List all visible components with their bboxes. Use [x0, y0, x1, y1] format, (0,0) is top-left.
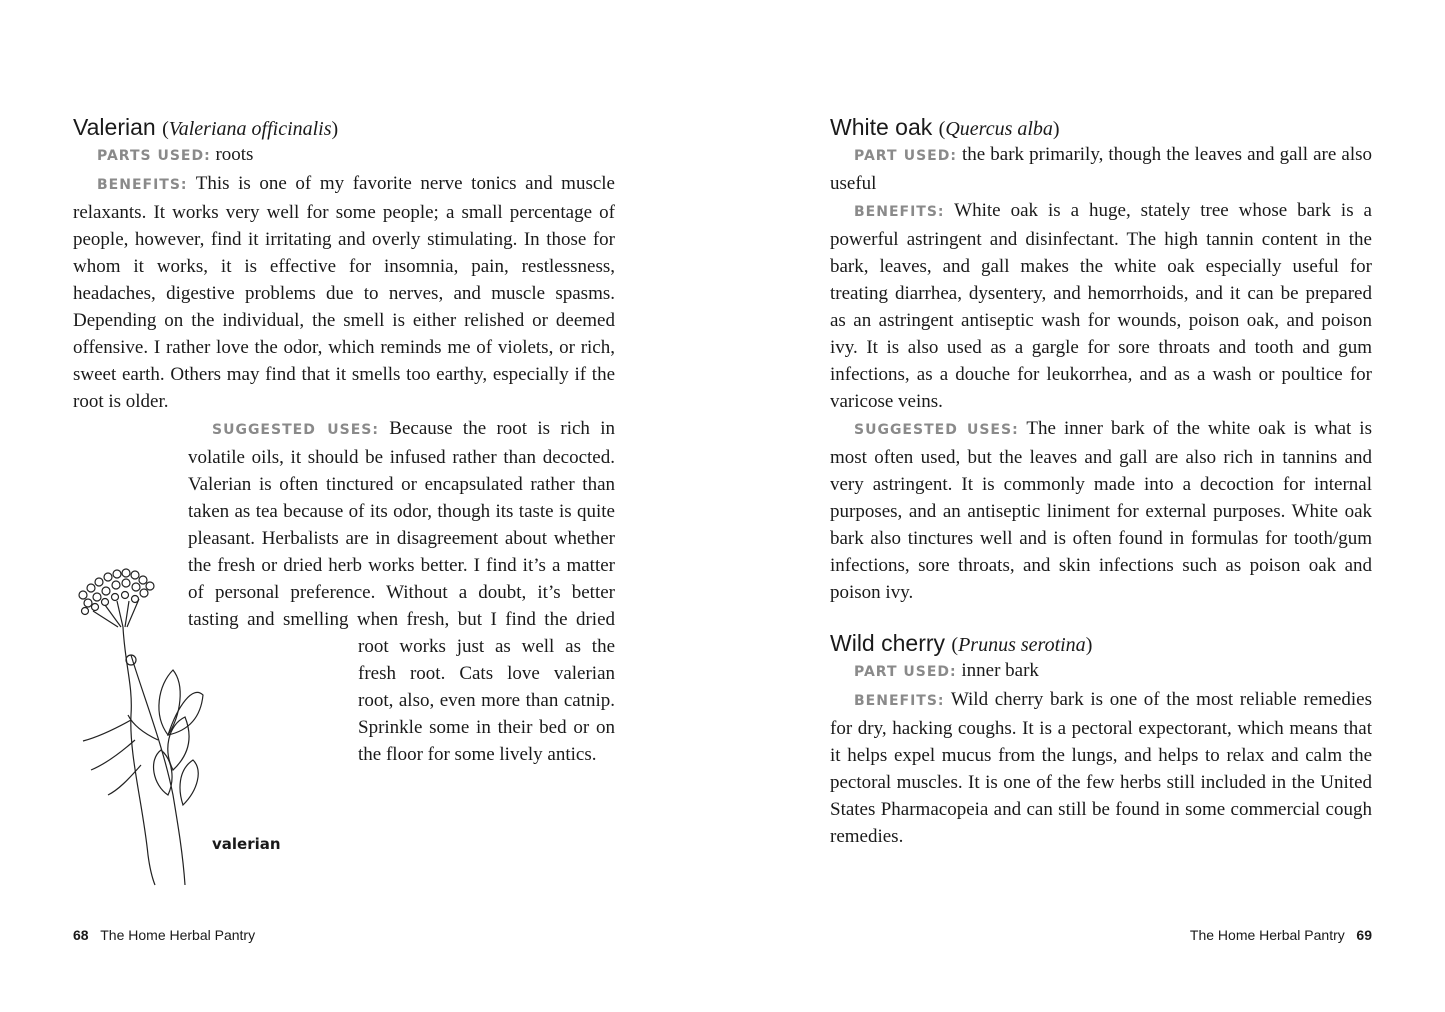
running-title: The Home Herbal Pantry	[100, 927, 256, 943]
latin-name: Quercus alba	[945, 118, 1053, 140]
parts-used-paragraph	[830, 141, 1372, 197]
wild-cherry-entry	[830, 630, 1372, 850]
left-page	[0, 0, 722, 1012]
parts-used-text: roots	[215, 144, 254, 165]
parts-used-paragraph	[73, 141, 615, 170]
latin-name: Prunus serotina	[958, 634, 1086, 656]
benefits-text: White oak is a huge, stately tree whose bark is a powerful astringent and disinfectant. The high tannin content in the bark, leaves, and gall makes the white oak especially useful for treating diarrhea, dysentery, and hemorrhoids, and it can be prepared as an astringent antiseptic wash for wounds, poison oak, and poison ivy. It is also used as a gargle for sore throats and tooth and gum infections, as a douche for leukorrhea, and as a wash or poultice for varicose veins.	[830, 200, 1372, 412]
benefits-paragraph	[830, 197, 1372, 415]
suggested-uses-text: The inner bark of the white oak is what is most often used, but the leaves and gall are also rich in tannins and very astringent. It is commonly made into a decoction for internal purposes, and an antiseptic liniment for external purposes. White oak bark also tinctures well and is often found in formulas for tooth/gum infections, sore throats, and skin infections such as poison oak and poison ivy.	[830, 418, 1372, 603]
flower-cluster	[79, 569, 154, 627]
suggested-uses-paragraph	[830, 415, 1372, 606]
herb-name: Valerian	[73, 114, 156, 140]
benefits-paragraph	[830, 686, 1372, 850]
benefits-text: Wild cherry bark is one of the most reliable remedies for dry, hacking coughs. It is a pectoral expectorant, which means that it helps expel mucus from the lungs, and helps to relax and calm the pectoral muscles. It is one of the few herbs still included in the United States Pharmacopeia and can still be found in some commercial cough remedies.	[830, 689, 1372, 847]
parts-used-label: PART USED:	[854, 148, 957, 164]
parts-used-label: PARTS USED:	[97, 148, 211, 164]
footer-left	[73, 927, 255, 943]
footer-right	[1190, 927, 1372, 943]
page-number: 68	[73, 927, 89, 943]
white-oak-heading: White oak (Quercus alba)	[830, 114, 1060, 140]
herb-name: Wild cherry	[830, 630, 946, 656]
wild-cherry-heading: Wild cherry (Prunus serotina)	[830, 630, 1093, 656]
benefits-paragraph	[73, 170, 615, 415]
white-oak-entry	[830, 114, 1372, 606]
valerian-heading: Valerian (Valeriana officinalis)	[73, 114, 339, 140]
running-title: The Home Herbal Pantry	[1189, 927, 1345, 943]
herb-name: White oak	[830, 114, 933, 140]
parts-used-text: the bark primarily, though the leaves and gall are also useful	[830, 144, 1372, 194]
benefits-label: BENEFITS:	[854, 204, 945, 220]
illustration-caption: valerian	[212, 835, 281, 853]
benefits-label: BENEFITS:	[854, 693, 945, 709]
benefits-text: This is one of my favorite nerve tonics and muscle relaxants. It works very well for some people; a small percentage of people, however, find it irritating and overly stimulating. In those for whom it works, it is effective for insomnia, pain, restlessness, headaches, digestive problems due to nerves, and muscle spasms. Depending on the individual, the smell is either relished or deemed offensive. I rather love the odor, which reminds me of violets, or rich, sweet earth. Others may find that it smells too earthy, especially if the root is older.	[73, 173, 615, 412]
suggested-uses-label: SUGGESTED USES:	[854, 422, 1019, 438]
parts-used-text: inner bark	[961, 660, 1039, 681]
parts-used-label: PART USED:	[854, 664, 957, 680]
valerian-illustration	[73, 555, 208, 890]
benefits-label: BENEFITS:	[97, 177, 188, 193]
suggested-uses-label: SUGGESTED USES:	[212, 422, 379, 438]
suggested-uses-text: Because the root is rich in volatile oils, it should be infused rather than decocted. Valerian is often tinctured or encapsulated rather than taken as tea because of its odor, though its taste is quite pleasant. Herbalists are in disagreement about whether the fresh or dried herb works better. I find it’s a matter of personal preference. Without a doubt, it’s better tasting and smelling when fresh, but I find the dried root works just as well as the fresh root. Cats love valerian root, also, even more than catnip. Sprinkle some in their bed or on the floor for some lively antics.	[188, 418, 616, 765]
latin-name: Valeriana officinalis	[168, 118, 332, 140]
page-number: 69	[1356, 927, 1372, 943]
right-page	[722, 0, 1445, 1012]
parts-used-paragraph	[830, 657, 1372, 686]
